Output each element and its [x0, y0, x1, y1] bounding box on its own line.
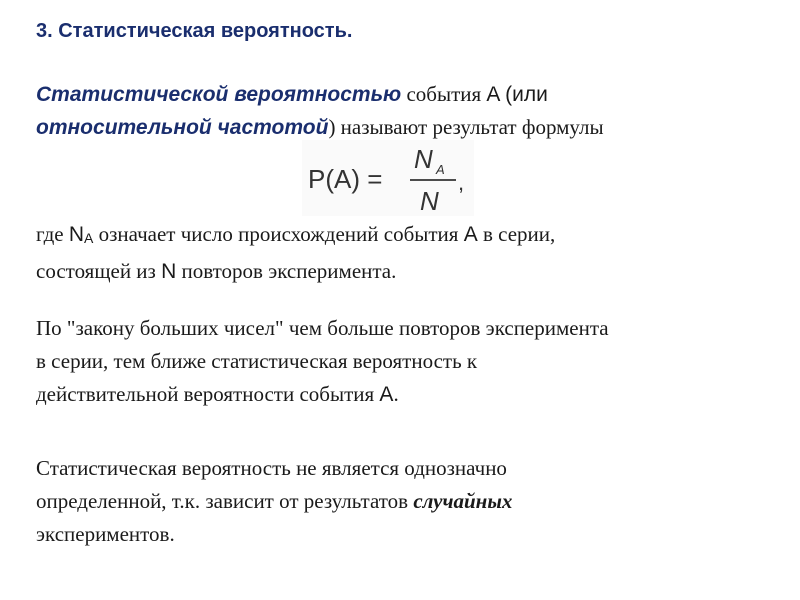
law-of-large-numbers-paragraph: По "закону больших чисел" чем больше повторов эксперимента в серии, тем ближе статистическая вероятность к действительной вероятности события A.	[36, 316, 609, 406]
where-line-1: где $N_A$ означает число происхождений события A в серии,	[36, 222, 556, 246]
definition-paragraph	[36, 78, 604, 144]
emphasis-random: случайных	[413, 489, 513, 513]
slide-title: 3. Статистическая вероятность.	[36, 20, 353, 42]
where-paragraph	[36, 218, 555, 288]
term-statistical-probability: Статистической вероятностью	[36, 83, 402, 106]
formula-image	[302, 140, 474, 216]
randomness-paragraph: Статистическая вероятность не является однозначно определенной, т.к. зависит от результатов случайных экспериментов.	[36, 456, 513, 546]
formula-graphic	[302, 140, 474, 216]
where-line-2: состоящей из N повторов эксперимента.	[36, 259, 397, 283]
formula-trailing-comma: ,	[458, 170, 465, 195]
formula-numerator-subscript: A	[436, 162, 445, 177]
event-symbol: A	[486, 83, 500, 106]
definition-line-1: Статистической вероятностью события A (или	[36, 82, 548, 106]
formula-numerator: N	[414, 144, 433, 174]
formula-denominator: N	[420, 186, 439, 216]
term-relative-frequency: относительной частотой	[36, 116, 329, 139]
definition-line-2: относительной частотой) называют результат формулы	[36, 115, 604, 139]
formula-lhs: P(A) =	[308, 164, 383, 194]
